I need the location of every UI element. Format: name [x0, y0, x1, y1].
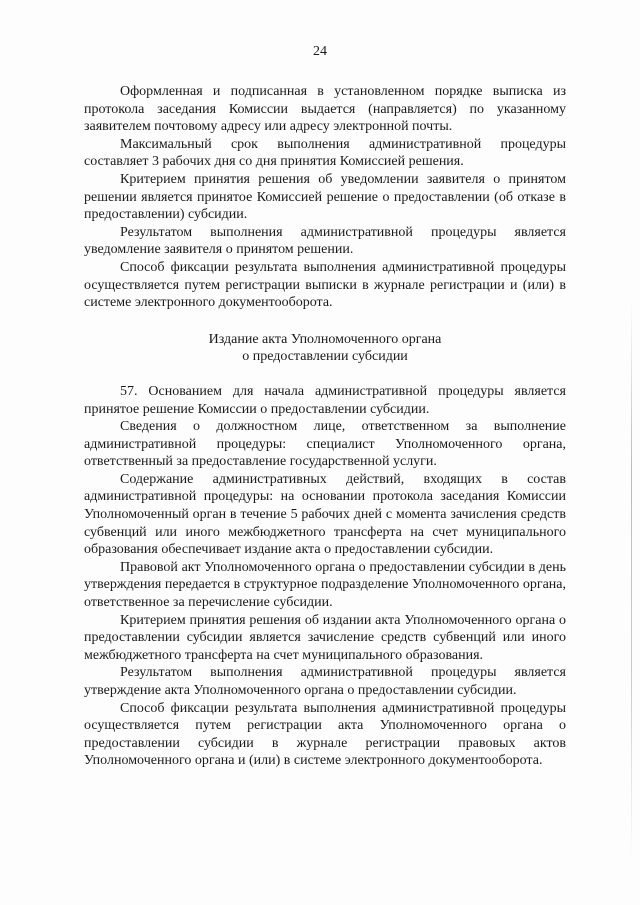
document-body	[84, 83, 566, 770]
paragraph: Результатом выполнения административной процедуры является утверждение акта Уполномоченного органа о предоставлении субсидии.	[84, 665, 566, 698]
page-number: 24	[313, 44, 327, 59]
paragraph: Правовой акт Уполномоченного органа о предоставлении субсидии в день утверждения передается в структурное подразделение Уполномоченного органа, ответственное за перечисление субсидии.	[84, 559, 566, 611]
paragraph: Критерием принятия решения об издании акта Уполномоченного органа о предоставлении субсидии является зачисление средств субвенций или иного межбюджетного трансферта на счет муниципального образования.	[84, 612, 566, 663]
paragraph: Критерием принятия решения об уведомлении заявителя о принятом решении является принятое Комиссией решение о предоставлении (об отказе в предоставлении) субсидии.	[84, 171, 566, 223]
paragraph: Способ фиксации результата выполнения административной процедуры осуществляется путем регистрации акта Уполномоченного органа о предоставлении субсидии в журнале регистрации правовых актов Уполномоченного органа и (или) в системе электронного документооборота.	[84, 700, 566, 769]
section-heading-line: Издание акта Уполномоченного органа	[208, 331, 442, 347]
paragraph: Сведения о должностном лице, ответственном за выполнение административной процедуры: специалист Уполномоченного органа, ответственный за предоставление государственной услуги.	[84, 419, 566, 470]
paragraph: Содержание административных действий, входящих в состав административной процедуры: на основании протокола заседания Комиссии Уполномоченный орган в течение 5 рабочих дней с момента зачисления средств субвенций или иного межбюджетного трансферта на счет муниципального образования обеспечивает издание акта о предоставлении субсидии.	[84, 471, 566, 558]
paragraph: Оформленная и подписанная в установленном порядке выписка из протокола заседания Комиссии выдается (направляется) по указанному заявителем почтовому адресу или адресу электронной почты.	[84, 84, 566, 135]
paragraph: Результатом выполнения административной процедуры является уведомление заявителя о принятом решении.	[84, 224, 566, 258]
scan-edge-mark	[631, 300, 632, 860]
section-heading-line: о предоставлении субсидии	[242, 349, 408, 365]
paragraph: Способ фиксации результата выполнения административной процедуры осуществляется путем регистрации выписки в журнале регистрации и (или) в системе электронного документооборота.	[84, 259, 566, 311]
paragraph: 57. Основанием для начала административной процедуры является принятое решение Комиссии о предоставлении субсидии.	[84, 383, 566, 417]
paragraph: Максимальный срок выполнения административной процедуры составляет 3 рабочих дня со дня принятия Комиссией решения.	[84, 136, 566, 170]
section-heading	[84, 331, 566, 366]
